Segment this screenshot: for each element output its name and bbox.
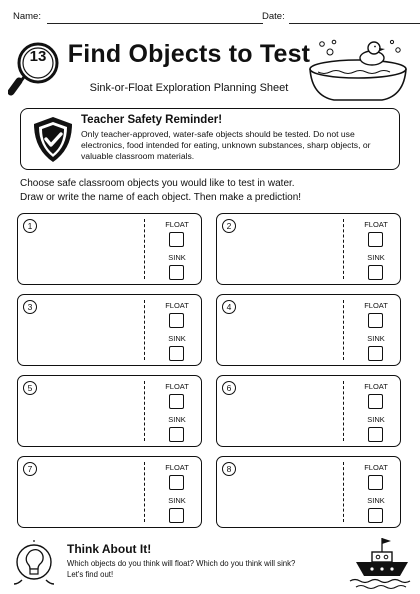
float-label: FLOAT: [165, 301, 189, 310]
object-card-8: [216, 456, 401, 528]
card-number: 5: [23, 381, 37, 395]
sink-checkbox[interactable]: [169, 265, 184, 280]
sink-checkbox[interactable]: [169, 508, 184, 523]
instructions: [20, 177, 400, 205]
float-label: FLOAT: [165, 220, 189, 229]
safety-reminder-box: [20, 108, 400, 170]
float-label: FLOAT: [364, 220, 388, 229]
card-number: 4: [222, 300, 236, 314]
card-divider: [343, 219, 344, 279]
date-field[interactable]: [289, 23, 420, 24]
card-divider: [343, 381, 344, 441]
name-label: Name:: [13, 11, 41, 22]
float-checkbox[interactable]: [368, 313, 383, 328]
float-checkbox[interactable]: [169, 394, 184, 409]
think-closing: Let's find out!: [67, 570, 114, 579]
lightbulb-icon: [12, 540, 56, 590]
object-card-7: [17, 456, 202, 528]
think-text: [67, 558, 347, 580]
card-number: 8: [222, 462, 236, 476]
duck-water-tub-icon: [304, 36, 412, 106]
name-date-row: [13, 11, 410, 25]
shield-check-icon: [31, 115, 75, 165]
float-checkbox[interactable]: [368, 475, 383, 490]
sink-checkbox[interactable]: [368, 346, 383, 361]
sink-label: SINK: [367, 334, 385, 343]
float-checkbox[interactable]: [169, 313, 184, 328]
instructions-line-1: Choose safe classroom objects you would like to test in water.: [20, 178, 295, 189]
sink-checkbox[interactable]: [169, 346, 184, 361]
card-divider: [144, 462, 145, 522]
card-divider: [144, 300, 145, 360]
page-title: Find Objects to Test: [67, 40, 311, 68]
sink-label: SINK: [168, 415, 186, 424]
think-title: Think About It!: [67, 542, 152, 556]
object-card-3: [17, 294, 202, 366]
card-divider: [144, 219, 145, 279]
object-card-4: [216, 294, 401, 366]
float-label: FLOAT: [165, 463, 189, 472]
float-checkbox[interactable]: [169, 232, 184, 247]
sink-checkbox[interactable]: [368, 265, 383, 280]
card-number: 1: [23, 219, 37, 233]
float-checkbox[interactable]: [368, 232, 383, 247]
float-label: FLOAT: [364, 463, 388, 472]
sink-label: SINK: [168, 253, 186, 262]
sink-checkbox[interactable]: [368, 427, 383, 442]
card-number: 6: [222, 381, 236, 395]
sink-label: SINK: [168, 334, 186, 343]
card-number: 7: [23, 462, 37, 476]
card-divider: [343, 300, 344, 360]
sink-checkbox[interactable]: [368, 508, 383, 523]
float-checkbox[interactable]: [368, 394, 383, 409]
worksheet-header: [8, 36, 412, 106]
safety-title: Teacher Safety Reminder!: [81, 114, 223, 126]
object-card-1: [17, 213, 202, 285]
card-number: 2: [222, 219, 236, 233]
card-divider: [144, 381, 145, 441]
float-label: FLOAT: [165, 382, 189, 391]
think-question: Which objects do you think will float? Which do you think will sink?: [67, 559, 296, 568]
sink-label: SINK: [367, 253, 385, 262]
object-card-6: [216, 375, 401, 447]
boat-icon: [348, 534, 414, 590]
float-checkbox[interactable]: [169, 475, 184, 490]
safety-text: Only teacher-approved, water-safe objects should be tested. Do not use electronics, food intended for eating, unknown substances, sharp objects, or valuable classroom materials.: [81, 129, 371, 161]
instructions-line-2: Draw or write the name of each object. Then make a prediction!: [20, 192, 302, 203]
sink-label: SINK: [367, 496, 385, 505]
date-label: Date:: [262, 11, 285, 22]
float-label: FLOAT: [364, 301, 388, 310]
sink-label: SINK: [367, 415, 385, 424]
card-number: 3: [23, 300, 37, 314]
name-field[interactable]: [47, 23, 263, 24]
float-label: FLOAT: [364, 382, 388, 391]
card-divider: [343, 462, 344, 522]
sink-label: SINK: [168, 496, 186, 505]
page-subtitle: Sink-or-Float Exploration Planning Sheet: [89, 82, 289, 94]
sink-checkbox[interactable]: [169, 427, 184, 442]
object-card-2: [216, 213, 401, 285]
object-card-5: [17, 375, 202, 447]
badge-number: 13: [29, 48, 47, 65]
